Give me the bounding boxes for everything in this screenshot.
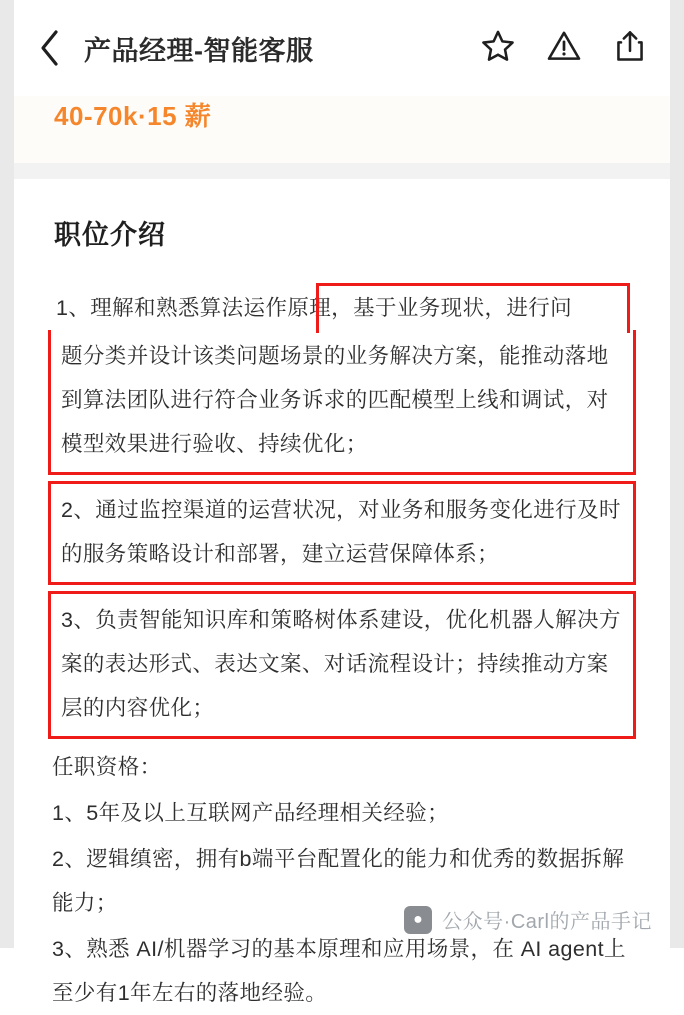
requirement-1: 1、5年及以上互联网产品经理相关经验； (52, 801, 450, 825)
duty-1-plain-part: 1、理解和熟悉算法运作原理， (56, 296, 354, 320)
highlight-box-3 (48, 591, 636, 739)
requirements-title: 任职资格： (52, 755, 162, 779)
duty-3-text: 3、负责智能知识库和策略树体系建设，优化机器人解决方案的表达形式、表达文案、对话流程设计；持续推动方案层的内容优化； (61, 608, 621, 720)
favorite-button[interactable] (480, 30, 516, 66)
highlight-box-1-body (48, 330, 636, 475)
share-button[interactable] (612, 30, 648, 66)
duty-1-first-line-text (52, 286, 632, 330)
section-divider (14, 163, 670, 179)
back-button[interactable] (28, 26, 72, 70)
duty-1-rest-text: 题分类并设计该类问题场景的业务解决方案，能推动落地到算法团队进行符合业务诉求的匹配模型上线和调试，对模型效果进行验收、持续优化； (61, 344, 609, 456)
report-button[interactable] (546, 30, 582, 66)
app-header (14, 0, 670, 96)
warning-triangle-icon (546, 28, 582, 69)
chevron-left-icon (38, 28, 62, 68)
highlight-box-2 (48, 481, 636, 585)
watermark-logo-icon: ● (404, 906, 432, 934)
duty-1-highlighted-part: 基于业务现状，进行问 (353, 296, 573, 320)
watermark-text: 公众号·Carl的产品手记 (442, 911, 652, 933)
app-screen (14, 0, 670, 1005)
star-icon (480, 28, 516, 69)
requirement-2: 2、逻辑缜密，拥有b端平台配置化的能力和优秀的数据拆解能力； (52, 847, 625, 915)
section-title: 职位介绍 (54, 220, 166, 250)
salary-text: 40-70k·15 薪 (54, 101, 212, 131)
watermark (404, 905, 652, 934)
duty-1-first-line (48, 286, 636, 330)
page-title: 产品经理-智能客服 (84, 35, 314, 66)
header-actions (470, 30, 648, 66)
duty-2-text: 2、通过监控渠道的运营状况，对业务和服务变化进行及时的服务策略设计和部署，建立运营保障体系； (61, 498, 621, 566)
share-icon (612, 28, 648, 69)
salary-band (14, 96, 670, 163)
requirement-3: 3、熟悉 AI/机器学习的基本原理和应用场景，在 AI agent上至少有1年左右的落地经验。 (52, 937, 626, 1005)
job-description-card (14, 179, 670, 1015)
